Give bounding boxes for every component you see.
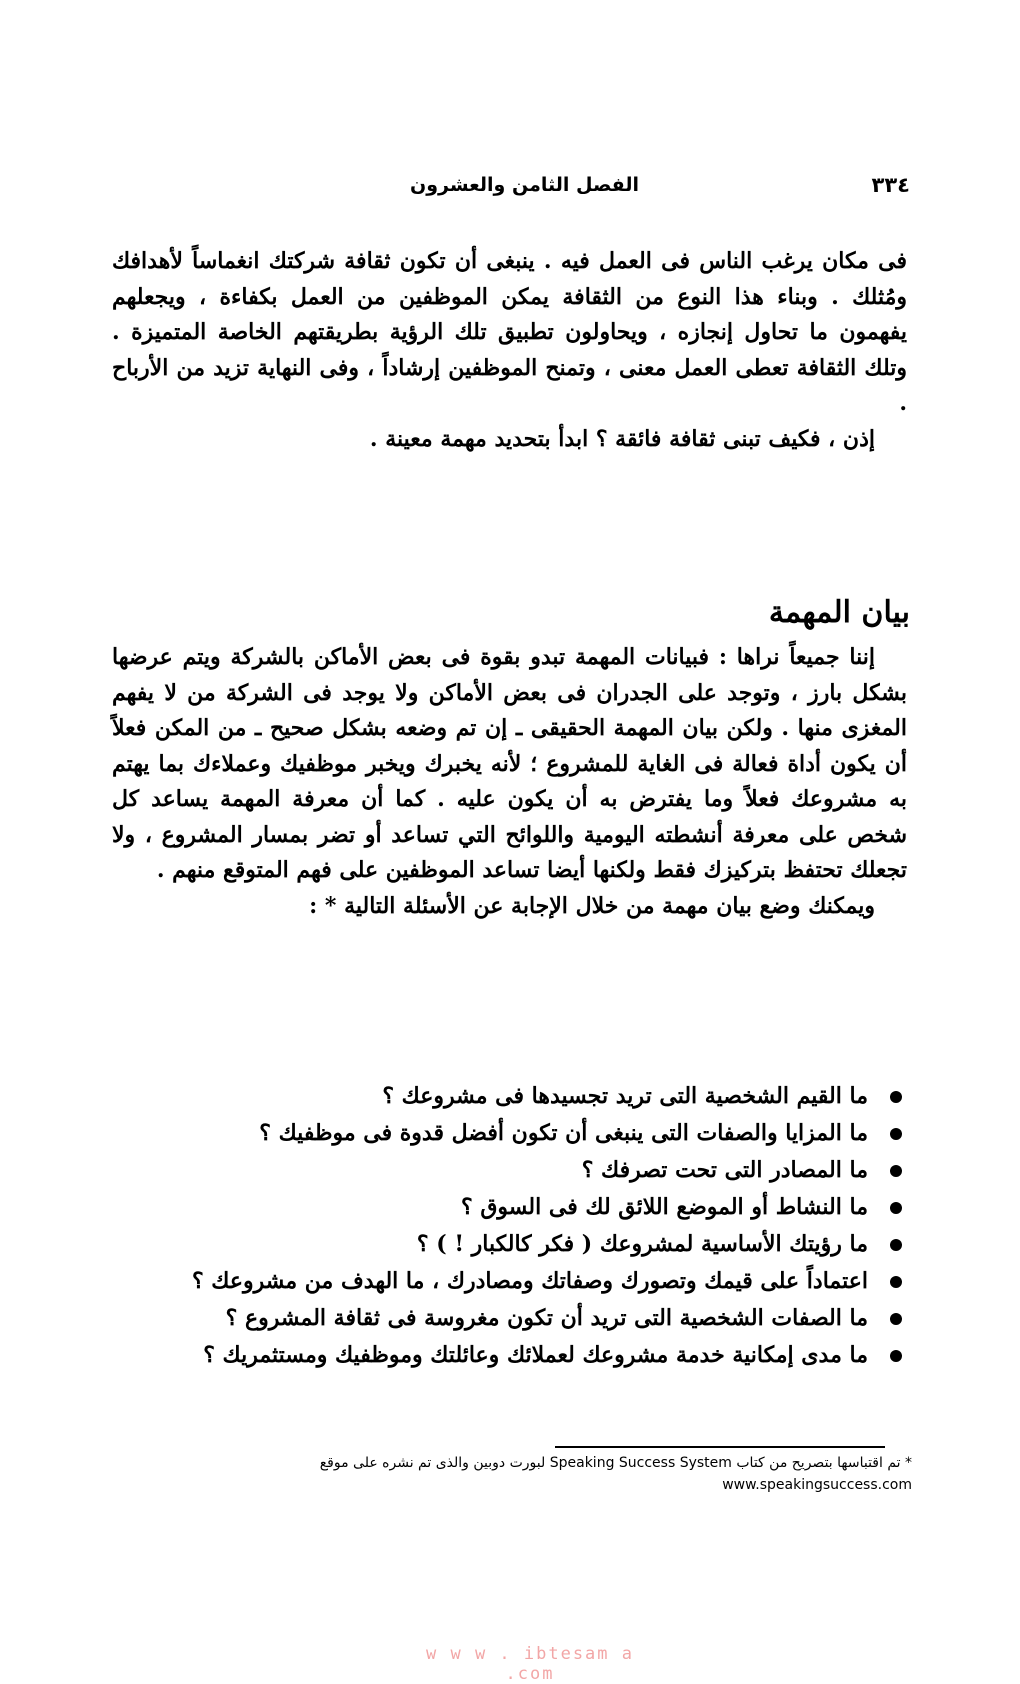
- footnote-url: www.speakingsuccess.com: [722, 1477, 912, 1493]
- bullet-icon: [890, 1239, 902, 1251]
- footnote-text: * تم اقتباسها بتصريح من كتاب Speaking Success System لبورت دوبين والذى تم نشره على موقع: [319, 1455, 912, 1471]
- section-body: [112, 640, 907, 924]
- running-header: [410, 168, 910, 202]
- list-item: ما مدى إمكانية خدمة مشروعك لعملائك وعائلتك وموظفيك ومستثمريك ؟: [150, 1337, 910, 1374]
- section-heading: بيان المهمة: [768, 594, 910, 630]
- intro-paragraph: فى مكان يرغب الناس فى العمل فيه . ينبغى أن تكون ثقافة شركتك انغماساً لأهدافك ومُثلك . وبناء هذا النوع من الثقافة يمكن الموظفين من العمل بكفاءة ، ويجعلهم يفهمون ما تحاول إنجازه ، ويحاولون تطبيق تلك الرؤية بطريقتهم الخاصة المتميزة . وتلك الثقافة تعطى العمل معنى ، وتمنح الموظفين إرشاداً ، وفى النهاية تزيد من الأرباح .: [112, 248, 907, 416]
- bullet-icon: [890, 1313, 902, 1325]
- list-item: ما المصادر التى تحت تصرفك ؟: [150, 1152, 910, 1189]
- list-item: اعتماداً على قيمك وتصورك وصفاتك ومصادرك ، ما الهدف من مشروعك ؟: [150, 1263, 910, 1300]
- questions-list: [150, 1078, 910, 1374]
- list-item: ما الصفات الشخصية التى تريد أن تكون مغروسة فى ثقافة المشروع ؟: [150, 1300, 910, 1337]
- list-item: ما رؤيتك الأساسية لمشروعك ( فكر كالكبار ! ) ؟: [150, 1226, 910, 1263]
- chapter-title: الفصل الثامن والعشرون: [410, 174, 639, 196]
- intro-closing-line: إذن ، فكيف تبنى ثقافة فائقة ؟ ابدأ بتحديد مهمة معينة .: [369, 425, 875, 452]
- intro-text: [112, 244, 907, 457]
- bullet-icon: [890, 1165, 902, 1177]
- footnote-divider: [555, 1446, 885, 1448]
- bullet-icon: [890, 1276, 902, 1288]
- page-number: ٣٣٤: [871, 173, 910, 197]
- bullet-icon: [890, 1350, 902, 1362]
- list-item: ما المزايا والصفات التى ينبغى أن تكون أفضل قدوة فى موظفيك ؟: [150, 1115, 910, 1152]
- list-item: ما النشاط أو الموضع اللائق لك فى السوق ؟: [150, 1189, 910, 1226]
- footnote: [130, 1452, 912, 1496]
- section-paragraph: إننا جميعاً نراها : فبيانات المهمة تبدو بقوة فى بعض الأماكن بالشركة ويتم عرضها بشكل بارز ، وتوجد على الجدران فى بعض الأماكن ولا يوجد فى الشركة من لا يفهم المغزى منها . ولكن بيان المهمة الحقيقى ـ إن تم وضعه بشكل صحيح ـ من المكن فعلاً أن يكون أداة فعالة فى الغاية للمشروع ؛ لأنه يخبرك ويخبر موظفيك وعملاءك بما يهتم به مشروعك فعلاً وما يفترض به أن يكون عليه . كما أن معرفة المهمة يساعد كل شخص على معرفة أنشطته اليومية واللوائح التي تساعد أو تضر بمسار المشروع ، ولا تجعلك تحتفظ بتركيزك فقط ولكنها أيضا تساعد الموظفين على فهم المتوقع منهم .: [112, 644, 907, 883]
- list-item: ما القيم الشخصية التى تريد تجسيدها فى مشروعك ؟: [150, 1078, 910, 1115]
- watermark: w w w . ibtesam a .com: [426, 1644, 634, 1684]
- bullet-icon: [890, 1202, 902, 1214]
- questions-lead-in: ويمكنك وضع بيان مهمة من خلال الإجابة عن الأسئلة التالية * :: [309, 892, 875, 919]
- bullet-icon: [890, 1128, 902, 1140]
- bullet-icon: [890, 1091, 902, 1103]
